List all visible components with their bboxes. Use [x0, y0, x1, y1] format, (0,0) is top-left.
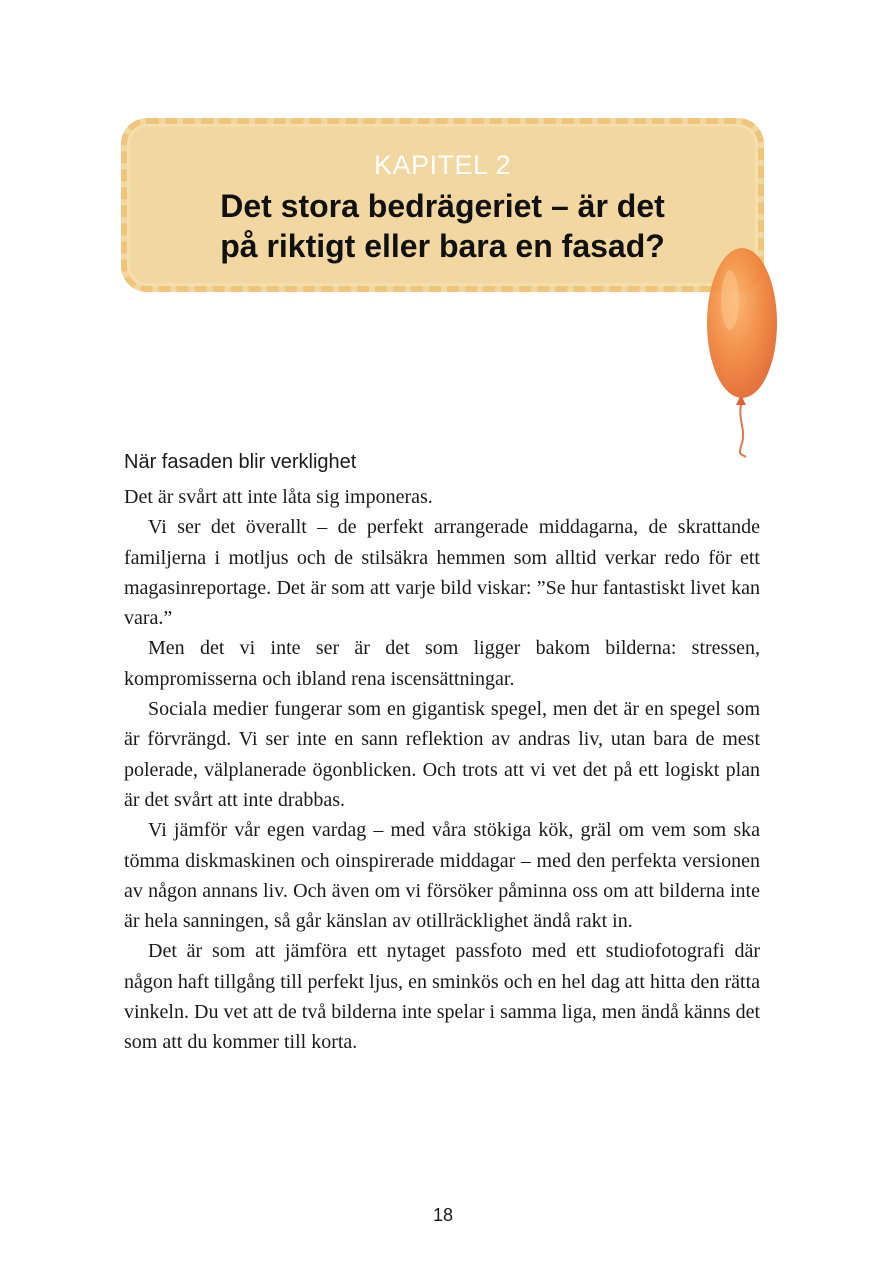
paragraph: Sociala medier fungerar som en gigantisk spegel, men det är en spegel som är förvrängd. Vi ser inte en sann reflektion av andras liv, utan bara de mest polerade, välplanerade ögonblicken. Och trots att vi vet det på ett logiskt plan är det svårt att inte drabbas. — [124, 698, 760, 811]
paragraph: Det är svårt att inte låta sig imponeras. — [124, 486, 433, 508]
chapter-banner — [121, 118, 764, 292]
paragraph: Vi jämför vår egen vardag – med våra stökiga kök, gräl om vem som ska tömma diskmaskinen och oinspirerade middagar – med den perfekta versionen av någon annans liv. Och även om vi försöker påminna oss om att bilderna inte är hela sanningen, så går känslan av otillräcklighet ändå rakt in. — [124, 819, 760, 933]
body-text — [124, 482, 760, 1058]
paragraph: Vi ser det överallt – de perfekt arrangerade middagarna, de skrattande familjerna i motljus och de stilsäkra hemmen som alltid verkar redo för ett magasinreportage. Det är som att varje bild viskar: ”Se hur fantastiskt livet kan vara.” — [124, 516, 760, 630]
balloon-illustration-icon — [700, 245, 790, 460]
chapter-label: KAPITEL 2 — [373, 150, 512, 180]
chapter-title-line-2: på riktigt eller bara en fasad? — [220, 228, 665, 264]
paragraph: Men det vi inte ser är det som ligger bakom bilderna: stressen, kompromisserna och ibland rena iscensättningar. — [124, 637, 760, 690]
chapter-title — [127, 186, 758, 266]
page-number: 18 — [432, 1205, 454, 1225]
paragraph: Det är som att jämföra ett nytaget passfoto med ett studiofotografi där någon haft tillgång till perfekt ljus, en sminkös och en hel dag att hitta den rätta vinkeln. Du vet att de två bilderna inte spelar i samma liga, men ändå känns det som att du kommer till korta. — [124, 940, 760, 1054]
section-heading: När fasaden blir verklighet — [124, 451, 357, 473]
chapter-title-line-1: Det stora bedrägeriet – är det — [220, 188, 665, 224]
